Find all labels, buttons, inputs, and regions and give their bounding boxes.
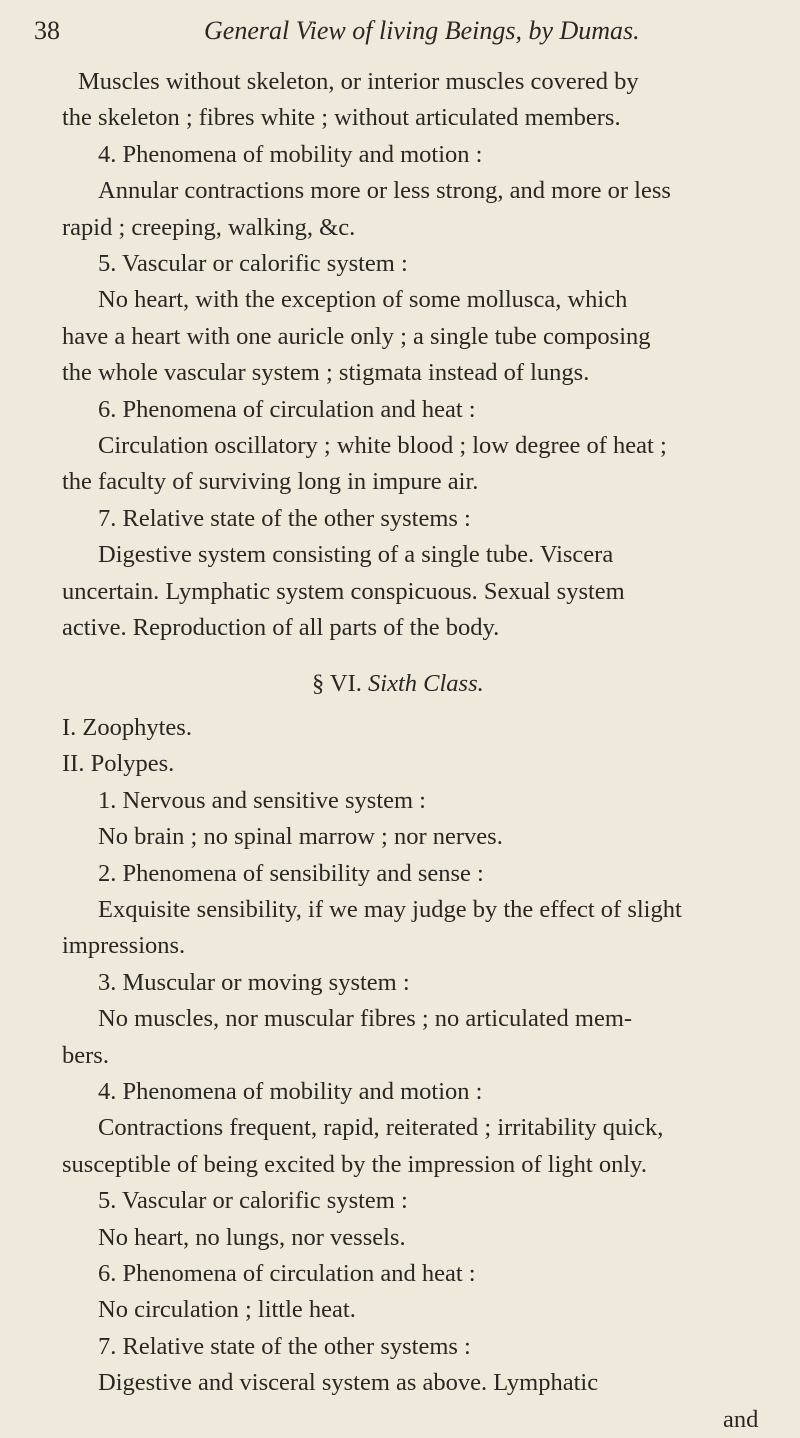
text-line: Digestive and visceral system as above. Lymphatic — [98, 1369, 599, 1397]
text-line: No brain ; no spinal marrow ; nor nerves. — [98, 823, 503, 851]
text-line: Muscles without skeleton, or interior muscles covered by — [78, 68, 639, 95]
text-line: uncertain. Lymphatic system conspicuous. Sexual system — [62, 577, 625, 605]
text-line: the skeleton ; fibres white ; without articulated members. — [62, 104, 621, 132]
text-line: 6. Phenomena of circulation and heat : — [98, 395, 476, 423]
text-line: Contractions frequent, rapid, reiterated ; irritability quick, — [98, 1114, 664, 1142]
text-line: the whole vascular system ; stigmata instead of lungs. — [62, 359, 590, 387]
text-line: 7. Relative state of the other systems : — [98, 1332, 471, 1360]
text-line: 1. Nervous and sensitive system : — [98, 786, 426, 814]
text-line: have a heart with one auricle only ; a single tube composing — [62, 322, 651, 350]
text-line: No muscles, nor muscular fibres ; no articulated mem- — [98, 1005, 633, 1033]
text-line: 2. Phenomena of sensibility and sense : — [98, 859, 484, 887]
page-number: 38 — [34, 16, 60, 45]
text-line: susceptible of being excited by the impression of light only. — [62, 1150, 647, 1178]
text-line: 3. Muscular or moving system : — [98, 968, 410, 996]
text-line: Annular contractions more or less strong, and more or less — [98, 177, 671, 205]
text-line: Circulation oscillatory ; white blood ; low degree of heat ; — [98, 432, 667, 460]
text-line: 5. Vascular or calorific system : — [98, 250, 408, 278]
text-line: Exquisite sensibility, if we may judge by the effect of slight — [98, 895, 682, 923]
section-prefix: § VI. — [312, 669, 362, 697]
catchword: and — [723, 1405, 759, 1433]
text-line: No heart, no lungs, nor vessels. — [98, 1223, 406, 1251]
text-line: 7. Relative state of the other systems : — [98, 504, 471, 532]
text-line: 6. Phenomena of circulation and heat : — [98, 1260, 476, 1287]
text-line: No heart, with the exception of some mollusca, which — [98, 286, 628, 314]
text-line: II. Polypes. — [62, 750, 175, 778]
section-title: Sixth Class. — [368, 669, 484, 697]
text-line: bers. — [62, 1041, 109, 1069]
page-body — [62, 64, 800, 1438]
running-title: General View of living Beings, by Dumas. — [204, 16, 640, 45]
text-line: Digestive system consisting of a single tube. Viscera — [98, 541, 614, 569]
text-line: 5. Vascular or calorific system : — [98, 1187, 408, 1215]
text-line: impressions. — [62, 932, 186, 960]
text-line: 4. Phenomena of mobility and motion : — [98, 140, 483, 168]
text-line: rapid ; creeping, walking, &c. — [62, 213, 356, 241]
text-line: No circulation ; little heat. — [98, 1296, 356, 1324]
text-line: the faculty of surviving long in impure air. — [62, 468, 479, 496]
text-line: 4. Phenomena of mobility and motion : — [98, 1077, 483, 1105]
text-line: I. Zoophytes. — [62, 713, 192, 741]
section-heading — [62, 666, 800, 702]
text-line: active. Reproduction of all parts of the body. — [62, 614, 500, 642]
